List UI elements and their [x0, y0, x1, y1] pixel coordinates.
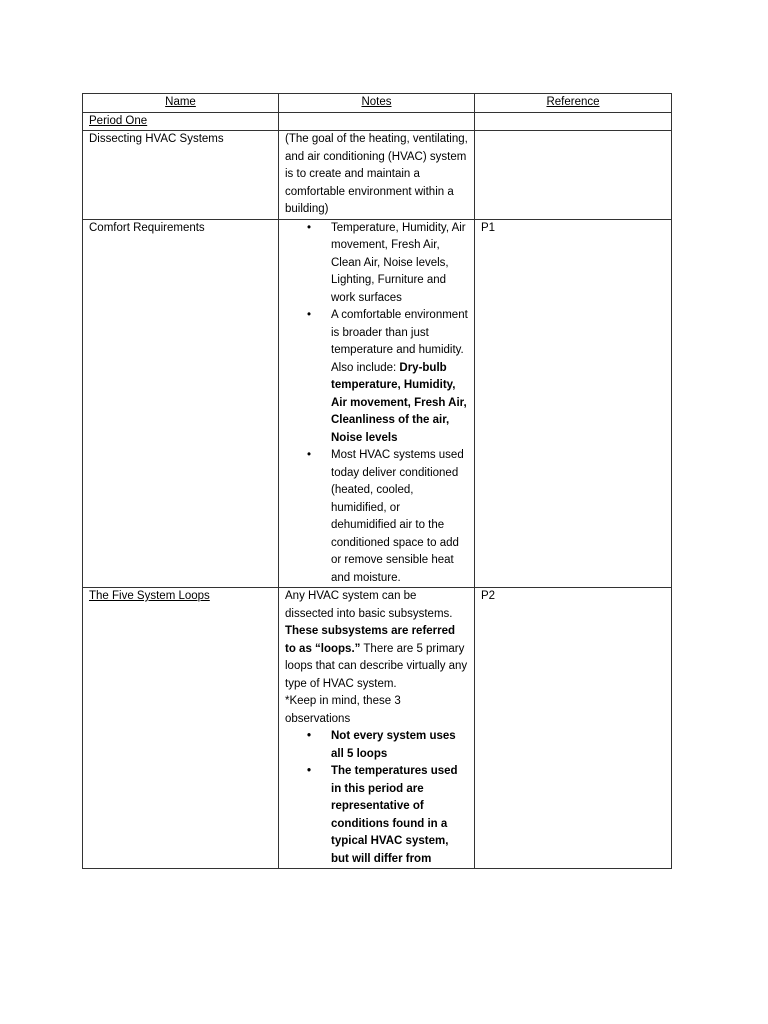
keep-in-mind-note: *Keep in mind, these 3 observations: [285, 695, 401, 725]
dissecting-reference: [475, 131, 672, 220]
loops-notes: [279, 588, 475, 869]
loops-text-2: There are 5 primary loops that can describe virtually any type of HVAC system.: [285, 642, 468, 690]
header-notes: Notes: [279, 94, 475, 113]
list-item: • Not every system uses all 5 loops: [331, 728, 468, 763]
loops-name: The Five System Loops: [83, 588, 279, 869]
dissecting-notes: (The goal of the heating, ventilating, and air conditioning (HVAC) system is to create and maintain a comfortable environment within a building): [279, 131, 475, 220]
list-item: [331, 307, 468, 447]
comfort-reference: P1: [475, 219, 672, 588]
comfort-notes: [279, 219, 475, 588]
comfort-bullet2-bold: Dry-bulb temperature, Humidity, Air movement, Fresh Air, Cleanliness of the air, Noise levels: [331, 361, 467, 444]
loops-paragraph: [285, 588, 468, 693]
period-reference: [475, 112, 672, 131]
comfort-bullet-list: [285, 220, 468, 588]
table-row: [83, 131, 672, 220]
loops-text-bold: These subsystems are referred to as “loops.”: [285, 625, 456, 655]
list-item: • Most HVAC systems used today deliver conditioned (heated, cooled, humidified, or dehumidified air to the conditioned space to add or remove sensible heat and moisture.: [331, 447, 468, 587]
list-item: • The temperatures used in this period are representative of conditions found in a typical HVAC system, but will differ from: [331, 763, 468, 868]
list-item: • Temperature, Humidity, Air movement, Fresh Air, Clean Air, Noise levels, Lighting, Furniture and work surfaces: [331, 220, 468, 308]
table-row: [83, 219, 672, 588]
loops-reference: P2: [475, 588, 672, 869]
header-reference: Reference: [475, 94, 672, 113]
notes-table: [82, 93, 672, 869]
loops-text-1: Any HVAC system can be dissected into basic subsystems.: [285, 590, 453, 620]
comfort-bullet2-text: A comfortable environment is broader than just temperature and humidity. Also include:: [331, 309, 468, 374]
header-row: [83, 94, 672, 113]
comfort-name: Comfort Requirements: [83, 219, 279, 588]
table-row: [83, 588, 672, 869]
table-row: [83, 112, 672, 131]
period-title: Period One: [83, 112, 279, 131]
header-name: Name: [83, 94, 279, 113]
loops-bullet-list: [285, 728, 468, 868]
dissecting-name: Dissecting HVAC Systems: [83, 131, 279, 220]
period-notes: [279, 112, 475, 131]
